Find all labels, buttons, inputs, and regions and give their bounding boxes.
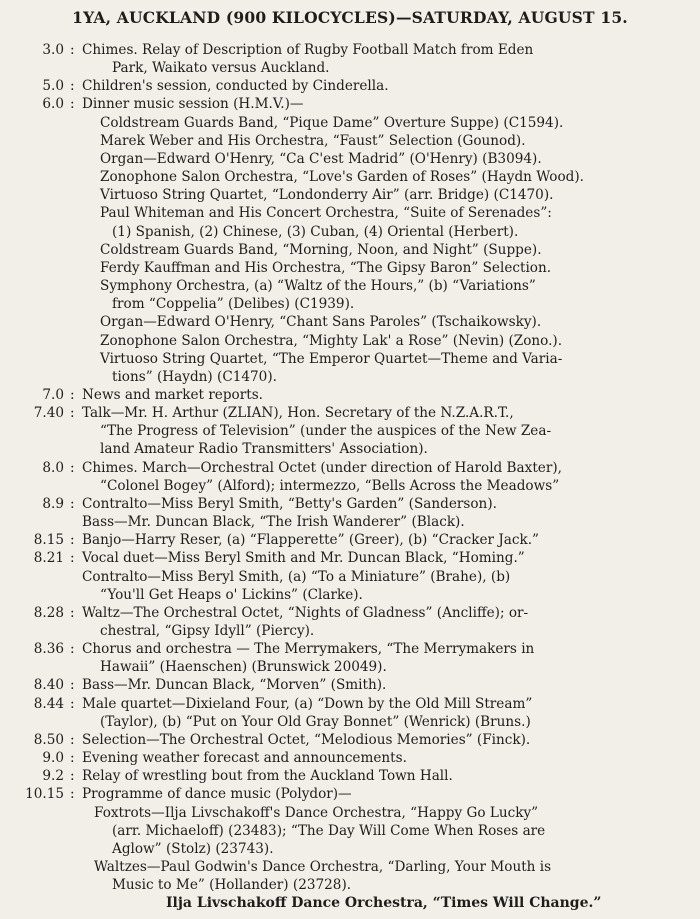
entry-line: Contralto—Miss Beryl Smith, (a) “To a Miniature” (Brahe), (b) [82,568,511,585]
entry-line: Paul Whiteman and His Concert Orchestra, “Suite of Serenades”: [100,205,552,222]
entry-line: Relay of wrestling bout from the Auckland Town Hall. [82,768,453,785]
entry-line: Coldstream Guards Band, “Pique Dame” Overture Suppe) (C1594). [100,114,564,131]
entry-time: 8.15 [33,532,64,549]
program-entry [14,404,686,458]
entry-line: Chimes. March—Orchestral Octet (under direction of Harold Baxter), [82,459,562,476]
entry-line: “The Progress of Television” (under the auspices of the New Zea- [100,423,552,440]
entry-line: Zonophone Salon Orchestra, “Mighty Lak' a Rose” (Nevin) (Zono.). [100,332,563,349]
program-entry [14,459,686,495]
entry-line: Foxtrots—Ilja Livschakoff's Dance Orchestra, “Happy Go Lucky” [94,804,539,821]
entry-line: Organ—Edward O'Henry, “Chant Sans Paroles” (Tschaikowsky). [100,314,542,331]
entry-line: Zonophone Salon Orchestra, “Love's Garden of Roses” (Haydn Wood). [100,169,584,186]
time-separator: : [70,405,75,422]
entry-time: 8.44 [33,695,64,712]
time-separator: : [70,532,75,549]
entry-line: Bass—Mr. Duncan Black, “Morven” (Smith). [82,677,387,694]
entry-line: Ferdy Kauffman and His Orchestra, “The Gipsy Baron” Selection. [100,259,552,276]
time-separator: : [70,695,75,712]
program-entry [14,676,686,694]
program-entry [14,495,686,531]
entry-line: Banjo—Harry Reser, (a) “Flapperette” (Greer), (b) “Cracker Jack.” [82,532,540,549]
entry-time: 5.0 [42,78,64,95]
entry-line: Virtuoso String Quartet, “The Emperor Quartet—Theme and Varia- [100,350,563,367]
program-entry [14,95,686,386]
program-entry [14,767,686,785]
entry-time: 8.50 [33,731,64,748]
entry-time: 10.15 [25,786,64,803]
time-separator: : [70,750,75,767]
entry-line: (1) Spanish, (2) Chinese, (3) Cuban, (4) Oriental (Herbert). [112,223,519,240]
time-separator: : [70,677,75,694]
time-separator: : [70,78,75,95]
entry-line: (Taylor), (b) “Put on Your Old Gray Bonnet” (Wenrick) (Bruns.) [100,713,531,730]
entry-line: Waltz—The Orchestral Octet, “Nights of Gladness” (Ancliffe); or- [82,604,529,621]
entry-line: Male quartet—Dixieland Four, (a) “Down by the Old Mill Stream” [82,695,533,712]
program-entry [14,549,686,603]
entry-line: Children's session, conducted by Cinderella. [82,78,389,95]
entry-line: tions” (Haydn) (C1470). [112,368,277,385]
entry-line: land Amateur Radio Transmitters' Association). [100,441,428,458]
entry-line: Dinner music session (H.M.V.)— [82,96,304,113]
time-separator: : [70,495,75,512]
time-separator: : [70,459,75,476]
entry-time: 7.0 [42,386,64,403]
time-separator: : [70,604,75,621]
entry-line: Coldstream Guards Band, “Morning, Noon, and Night” (Suppe). [100,241,542,258]
entry-line: Symphony Orchestra, (a) “Waltz of the Hours,” (b) “Variations” [100,278,536,295]
program-entry [14,785,686,894]
program-entry [14,41,686,77]
entry-line: Marek Weber and His Orchestra, “Faust” Selection (Gounod). [100,132,526,149]
entry-time: 8.0 [42,459,64,476]
entry-time: 8.28 [33,604,64,621]
station-heading: 1YA, AUCKLAND (900 KILOCYCLES)—SATURDAY, AUGUST 15. [72,8,628,27]
entry-line: Selection—The Orchestral Octet, “Melodious Memories” (Finck). [82,731,531,748]
entry-line: Hawaii” (Haenschen) (Brunswick 20049). [100,659,387,676]
entry-line: Bass—Mr. Duncan Black, “The Irish Wanderer” (Black). [82,514,465,531]
time-separator: : [70,731,75,748]
entry-time: 8.21 [33,550,64,567]
time-separator: : [70,386,75,403]
program-entry [14,731,686,749]
entry-time: 9.2 [42,768,64,785]
entry-time: 3.0 [42,42,64,58]
entry-line: “Colonel Bogey” (Alford); intermezzo, “Bells Across the Meadows” [100,477,560,494]
entry-line: Chimes. Relay of Description of Rugby Football Match from Eden [82,42,534,58]
program-entry [14,749,686,767]
entry-line: chestral, “Gipsy Idyll” (Piercy). [100,623,315,639]
time-separator: : [70,641,75,658]
entry-line: Contralto—Miss Beryl Smith, “Betty's Garden” (Sanderson). [82,495,497,512]
program-entry [14,77,686,95]
program-entry [14,640,686,676]
entry-time: 6.0 [42,96,64,113]
entry-time: 8.40 [33,677,64,694]
entry-line: Waltzes—Paul Godwin's Dance Orchestra, “Darling, Your Mouth is [94,859,552,876]
entry-line: Organ—Edward O'Henry, “Ca C'est Madrid” (O'Henry) (B3094). [100,150,542,167]
program-entry [14,604,686,640]
time-separator: : [70,786,75,803]
entry-line: from “Coppelia” (Delibes) (C1939). [112,296,355,313]
entry-line: News and market reports. [82,386,263,403]
entry-line: “You'll Get Heaps o' Lickins” (Clarke). [100,586,363,603]
time-separator: : [70,96,75,113]
program-entry [14,386,686,404]
entry-line: (arr. Michaeloff) (23483); “The Day Will Come When Roses are [112,822,546,839]
program-entry [14,695,686,731]
closing-heading: Ilja Livschakoff Dance Orchestra, “Times Will Change.” [166,895,602,912]
entry-line: Aglow” (Stolz) (23743). [112,840,274,857]
entry-line: Virtuoso String Quartet, “Londonderry Air” (arr. Bridge) (C1470). [100,187,554,204]
entry-line: Chorus and orchestra — The Merrymakers, “The Merrymakers in [82,641,535,658]
entry-line: Vocal duet—Miss Beryl Smith and Mr. Duncan Black, “Homing.” [82,550,525,567]
entry-time: 7.40 [33,405,64,422]
time-separator: : [70,42,75,58]
entry-line: Park, Waikato versus Auckland. [112,60,330,77]
program-entry [14,531,686,549]
time-separator: : [70,550,75,567]
entry-time: 8.9 [42,495,64,512]
entry-time: 9.0 [42,750,64,767]
entry-time: 8.36 [33,641,64,658]
entry-line: Programme of dance music (Polydor)— [82,786,352,803]
entry-line: Music to Me” (Hollander) (23728). [112,877,352,894]
entry-line: Evening weather forecast and announcements. [82,750,407,767]
entry-line: Talk—Mr. H. Arthur (ZLIAN), Hon. Secretary of the N.Z.A.R.T., [82,405,514,422]
time-separator: : [70,768,75,785]
